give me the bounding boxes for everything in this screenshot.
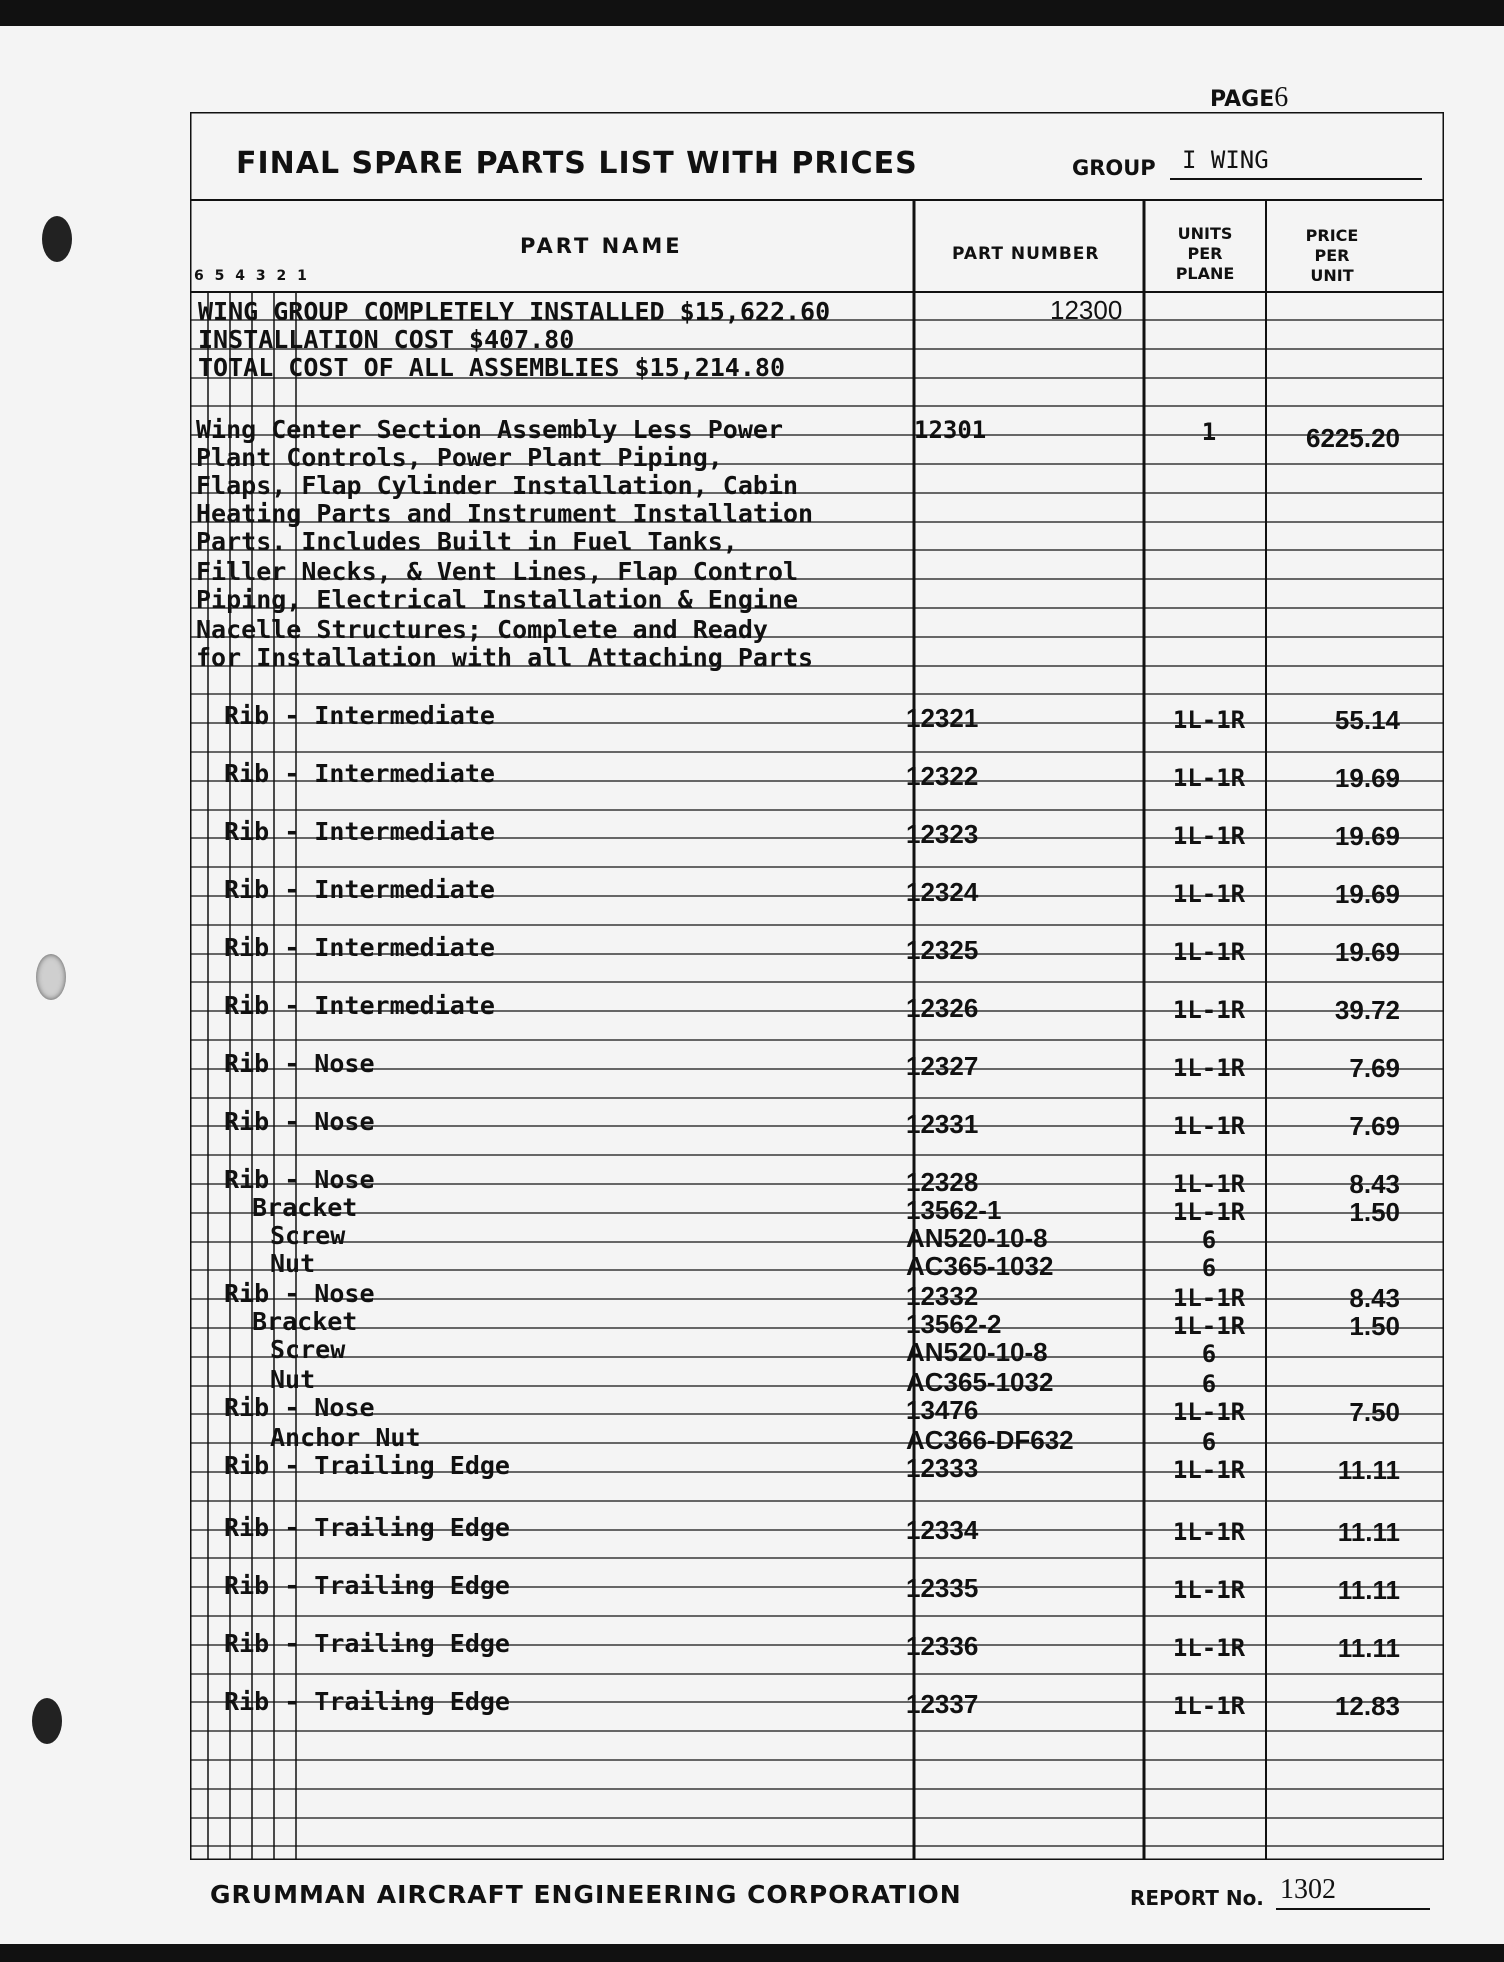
part-name: Rib - Trailing Edge — [224, 1571, 510, 1600]
part-number: 13476 — [906, 1395, 979, 1425]
price-per-unit: 19.69 — [1334, 937, 1400, 967]
units-per-plane: 1L-1R — [1172, 822, 1246, 850]
part-number: AC365-1032 — [906, 1251, 1054, 1281]
part-name: Rib - Intermediate — [224, 991, 495, 1020]
part-name: Rib - Nose — [224, 1165, 375, 1194]
units-per-plane: 1L-1R — [1172, 706, 1246, 734]
units-per-plane: 1L-1R — [1172, 1456, 1246, 1484]
part-name: Rib - Trailing Edge — [224, 1513, 510, 1542]
units-per-plane: 1L-1R — [1172, 1634, 1246, 1662]
part-name: Screw — [270, 1221, 346, 1250]
page-number-value: 6 — [1274, 82, 1289, 113]
form-title: FINAL SPARE PARTS LIST WITH PRICES — [236, 146, 918, 181]
part-name: Rib - Intermediate — [224, 875, 495, 904]
units-per-plane: 6 — [1201, 1428, 1217, 1456]
part-name: Rib - Intermediate — [224, 759, 495, 788]
price-per-unit: 1.50 — [1349, 1311, 1400, 1341]
part-number: 12326 — [906, 993, 979, 1023]
part-number: 12333 — [906, 1453, 979, 1483]
part-number: 12321 — [906, 703, 979, 733]
price-per-unit: 55.14 — [1334, 705, 1400, 735]
part-name: Rib - Intermediate — [224, 701, 495, 730]
price-per-unit: 11.11 — [1337, 1455, 1400, 1485]
summary-installation-cost: INSTALLATION COST $407.80 — [198, 325, 575, 354]
header-line: UNITS — [1177, 224, 1233, 243]
part-name: Screw — [270, 1335, 346, 1364]
page-number — [1210, 82, 1288, 114]
units-per-plane: 1L-1R — [1172, 996, 1246, 1024]
price-per-unit: 11.11 — [1337, 1517, 1400, 1547]
summary-part-number: 12300 — [1050, 295, 1123, 325]
price-per-unit: 19.69 — [1334, 821, 1400, 851]
units-per-plane: 1L-1R — [1172, 1284, 1246, 1312]
part-name: Nut — [270, 1365, 316, 1394]
part-name: Rib - Nose — [224, 1049, 375, 1078]
assembly-line: Filler Necks, & Vent Lines, Flap Control — [196, 557, 799, 586]
units-per-plane: 1L-1R — [1172, 1518, 1246, 1546]
column-header-part-name: PART NAME — [520, 234, 683, 258]
header-line: UNIT — [1310, 266, 1354, 285]
summary-wing-group-installed: WING GROUP COMPLETELY INSTALLED $15,622.60 — [198, 297, 831, 326]
group-value: I WING — [1170, 146, 1422, 180]
part-number: AC366-DF632 — [906, 1425, 1074, 1455]
footer-company: GRUMMAN AIRCRAFT ENGINEERING CORPORATION — [210, 1880, 962, 1909]
part-name: Bracket — [252, 1193, 358, 1222]
units-per-plane: 1L-1R — [1172, 1198, 1246, 1226]
parts-list-form — [190, 112, 1444, 1860]
column-header-part-number: PART NUMBER — [952, 244, 1100, 264]
part-number: AN520-10-8 — [906, 1337, 1048, 1367]
assembly-line: Parts. Includes Built in Fuel Tanks, — [196, 527, 738, 556]
header-line: PRICE — [1305, 226, 1359, 245]
units-per-plane: 6 — [1201, 1370, 1217, 1398]
indent-level-numbers: 6 5 4 3 2 1 — [194, 268, 307, 284]
assembly-line: Flaps, Flap Cylinder Installation, Cabin — [196, 471, 799, 500]
part-number: 12324 — [906, 877, 979, 907]
footer-report-number: 1302 — [1276, 1874, 1430, 1910]
part-number: AN520-10-8 — [906, 1223, 1048, 1253]
price-per-unit: 11.11 — [1337, 1633, 1400, 1663]
part-name: Rib - Nose — [224, 1107, 375, 1136]
price-per-unit: 39.72 — [1334, 995, 1400, 1025]
part-name: Rib - Trailing Edge — [224, 1451, 510, 1480]
part-number: 13562-2 — [906, 1309, 1002, 1339]
part-name: Bracket — [252, 1307, 358, 1336]
part-number: 12328 — [906, 1167, 979, 1197]
header-line: PLANE — [1175, 264, 1235, 283]
main-assembly-part-number: 12301 — [914, 416, 987, 444]
part-number: 12322 — [906, 761, 979, 791]
units-per-plane: 1L-1R — [1172, 1692, 1246, 1720]
units-per-plane: 1L-1R — [1172, 1170, 1246, 1198]
binder-hole-icon — [36, 954, 66, 1000]
price-per-unit: 12.83 — [1334, 1691, 1400, 1721]
part-number: 12334 — [906, 1515, 979, 1545]
assembly-line: Piping, Electrical Installation & Engine — [196, 585, 799, 614]
price-per-unit: 19.69 — [1334, 879, 1400, 909]
units-per-plane: 1L-1R — [1172, 764, 1246, 792]
price-per-unit: 1.50 — [1349, 1197, 1400, 1227]
part-name: Rib - Trailing Edge — [224, 1629, 510, 1658]
page-number-label: PAGE — [1210, 87, 1275, 112]
part-number: 12332 — [906, 1281, 979, 1311]
part-name: Rib - Intermediate — [224, 817, 495, 846]
price-per-unit: 19.69 — [1334, 763, 1400, 793]
assembly-line: Wing Center Section Assembly Less Power — [196, 415, 783, 444]
assembly-line: Heating Parts and Instrument Installation — [196, 499, 814, 528]
part-number: 12327 — [906, 1051, 979, 1081]
units-per-plane: 1L-1R — [1172, 1576, 1246, 1604]
header-line: PER — [1187, 244, 1223, 263]
part-name: Rib - Intermediate — [224, 933, 495, 962]
part-name: Rib - Trailing Edge — [224, 1687, 510, 1716]
footer-report-label: REPORT No. — [1130, 1886, 1264, 1910]
column-header-units-per-plane — [1150, 224, 1260, 284]
header-line: PER — [1314, 246, 1350, 265]
price-per-unit: 11.11 — [1337, 1575, 1400, 1605]
scan-border-top — [0, 0, 1504, 26]
part-number: 13562-1 — [906, 1195, 1002, 1225]
part-number: 12336 — [906, 1631, 979, 1661]
part-name: Rib - Nose — [224, 1279, 375, 1308]
main-assembly-units: 1 — [1201, 418, 1217, 446]
part-number: 12337 — [906, 1689, 979, 1719]
main-assembly-price: 6225.20 — [1306, 423, 1400, 453]
units-per-plane: 6 — [1201, 1254, 1217, 1282]
part-name: Nut — [270, 1249, 316, 1278]
group-label: GROUP — [1072, 156, 1156, 180]
part-name: Anchor Nut — [270, 1423, 421, 1452]
units-per-plane: 1L-1R — [1172, 880, 1246, 908]
part-number: AC365-1032 — [906, 1367, 1054, 1397]
price-per-unit: 8.43 — [1349, 1169, 1400, 1199]
price-per-unit: 7.69 — [1349, 1053, 1400, 1083]
units-per-plane: 1L-1R — [1172, 1312, 1246, 1340]
column-header-price-per-unit — [1272, 226, 1392, 286]
scan-border-bottom — [0, 1944, 1504, 1962]
assembly-line: Plant Controls, Power Plant Piping, — [196, 443, 723, 472]
part-number: 12331 — [906, 1109, 979, 1139]
units-per-plane: 1L-1R — [1172, 1398, 1246, 1426]
price-per-unit: 7.69 — [1349, 1111, 1400, 1141]
assembly-line: Nacelle Structures; Complete and Ready — [196, 615, 768, 644]
assembly-line: for Installation with all Attaching Parts — [196, 643, 814, 672]
part-number: 12323 — [906, 819, 979, 849]
summary-total-cost: TOTAL COST OF ALL ASSEMBLIES $15,214.80 — [198, 353, 785, 382]
price-per-unit: 8.43 — [1349, 1283, 1400, 1313]
part-number: 12335 — [906, 1573, 979, 1603]
part-name: Rib - Nose — [224, 1393, 375, 1422]
part-number: 12325 — [906, 935, 979, 965]
units-per-plane: 1L-1R — [1172, 1054, 1246, 1082]
units-per-plane: 6 — [1201, 1226, 1217, 1254]
price-per-unit: 7.50 — [1349, 1397, 1400, 1427]
units-per-plane: 6 — [1201, 1340, 1217, 1368]
units-per-plane: 1L-1R — [1172, 938, 1246, 966]
binder-hole-icon — [32, 1698, 62, 1744]
units-per-plane: 1L-1R — [1172, 1112, 1246, 1140]
binder-hole-icon — [42, 216, 72, 262]
